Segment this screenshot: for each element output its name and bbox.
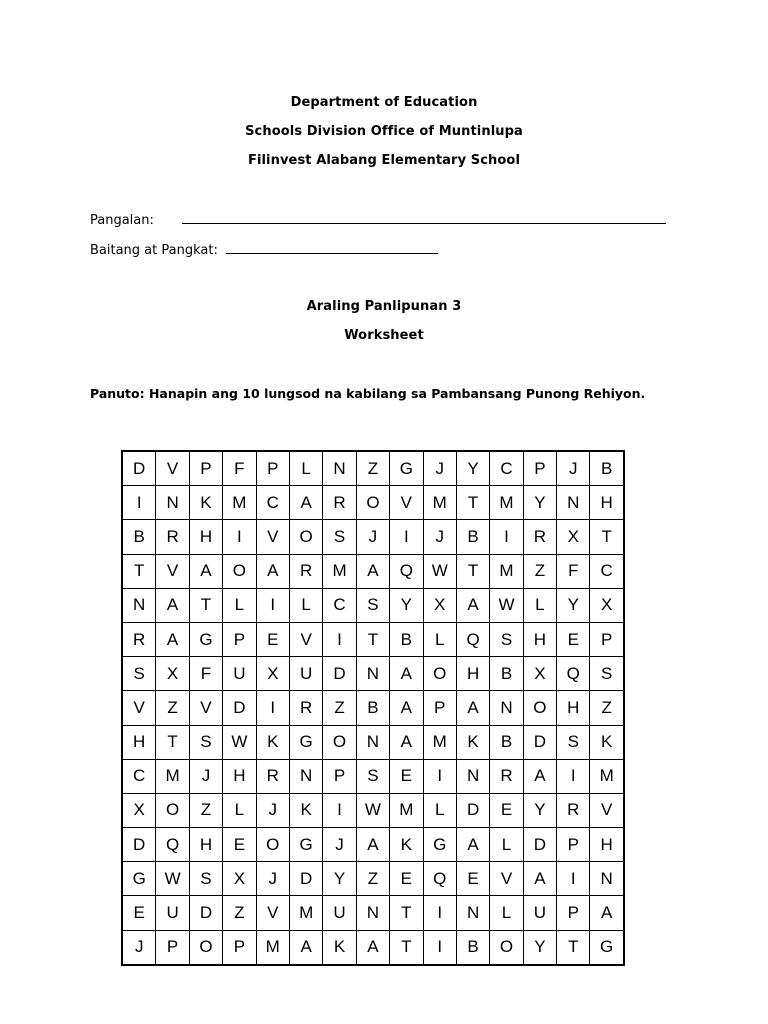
grid-cell[interactable]: X: [557, 520, 590, 554]
grid-cell[interactable]: J: [356, 520, 389, 554]
grid-cell[interactable]: X: [156, 657, 189, 691]
grid-cell[interactable]: C: [590, 554, 624, 588]
grid-cell[interactable]: D: [523, 725, 556, 759]
grid-cell[interactable]: F: [557, 554, 590, 588]
grid-cell[interactable]: V: [490, 862, 523, 896]
grid-row: [122, 588, 624, 622]
grid-cell[interactable]: K: [456, 725, 489, 759]
grid-cell[interactable]: K: [256, 725, 289, 759]
grid-cell[interactable]: L: [289, 588, 322, 622]
grid-cell[interactable]: X: [122, 793, 156, 827]
grid-cell[interactable]: P: [223, 622, 256, 656]
grid-cell[interactable]: H: [590, 828, 624, 862]
grid-cell[interactable]: L: [223, 588, 256, 622]
grid-cell[interactable]: T: [356, 622, 389, 656]
header-school: Filinvest Alabang Elementary School: [247, 153, 521, 168]
grid-cell[interactable]: G: [189, 622, 222, 656]
grid-cell[interactable]: S: [590, 657, 624, 691]
grid-cell[interactable]: O: [490, 930, 523, 965]
grid-cell[interactable]: H: [122, 725, 156, 759]
grid-cell[interactable]: O: [523, 691, 556, 725]
grid-cell[interactable]: T: [122, 554, 156, 588]
grid-cell[interactable]: V: [289, 622, 322, 656]
grid-cell[interactable]: X: [423, 588, 456, 622]
grid-cell[interactable]: T: [590, 520, 624, 554]
grid-cell[interactable]: Z: [156, 691, 189, 725]
grid-cell[interactable]: Y: [523, 486, 556, 520]
grid-cell[interactable]: V: [189, 691, 222, 725]
grid-cell[interactable]: R: [289, 554, 322, 588]
grid-cell[interactable]: H: [456, 657, 489, 691]
grid-row: [122, 691, 624, 725]
grid-cell[interactable]: S: [189, 725, 222, 759]
grid-cell[interactable]: V: [156, 451, 189, 486]
grid-cell[interactable]: J: [189, 759, 222, 793]
grid-cell[interactable]: M: [323, 554, 356, 588]
grid-row: [122, 759, 624, 793]
grid-cell[interactable]: P: [189, 451, 222, 486]
grid-cell[interactable]: K: [590, 725, 624, 759]
grid-cell[interactable]: O: [323, 725, 356, 759]
grid-cell[interactable]: W: [156, 862, 189, 896]
grid-cell[interactable]: M: [590, 759, 624, 793]
grid-cell[interactable]: S: [189, 862, 222, 896]
grade-section-field: [90, 241, 438, 258]
grid-cell[interactable]: E: [256, 622, 289, 656]
grid-cell[interactable]: X: [590, 588, 624, 622]
grid-cell[interactable]: O: [423, 657, 456, 691]
grid-cell[interactable]: X: [523, 657, 556, 691]
grid-cell[interactable]: I: [256, 588, 289, 622]
grid-cell[interactable]: W: [356, 793, 389, 827]
grid-cell[interactable]: D: [189, 896, 222, 930]
grid-cell[interactable]: Z: [523, 554, 556, 588]
grid-cell[interactable]: J: [256, 862, 289, 896]
grid-cell[interactable]: N: [456, 759, 489, 793]
grid-cell[interactable]: L: [223, 793, 256, 827]
grid-cell[interactable]: W: [490, 588, 523, 622]
grid-cell[interactable]: P: [557, 828, 590, 862]
grid-cell[interactable]: N: [289, 759, 322, 793]
grid-cell[interactable]: B: [122, 520, 156, 554]
grid-cell[interactable]: P: [323, 759, 356, 793]
grid-row: [122, 451, 624, 486]
grid-cell[interactable]: M: [423, 725, 456, 759]
grid-cell[interactable]: U: [523, 896, 556, 930]
name-blank-line: [182, 211, 666, 224]
grid-cell[interactable]: I: [122, 486, 156, 520]
grid-cell[interactable]: I: [423, 759, 456, 793]
grade-section-label: Baitang at Pangkat:: [90, 243, 218, 258]
header-department: Department of Education: [290, 95, 478, 110]
grid-cell[interactable]: F: [223, 451, 256, 486]
grid-row: [122, 657, 624, 691]
worksheet-label: Worksheet: [344, 328, 424, 343]
grid-row: [122, 828, 624, 862]
grid-cell[interactable]: Q: [456, 622, 489, 656]
grid-cell[interactable]: K: [390, 828, 423, 862]
grid-cell[interactable]: B: [590, 451, 624, 486]
grid-cell[interactable]: Y: [323, 862, 356, 896]
grid-cell[interactable]: G: [122, 862, 156, 896]
grid-cell[interactable]: S: [356, 588, 389, 622]
grid-cell[interactable]: N: [356, 725, 389, 759]
grid-cell[interactable]: P: [590, 622, 624, 656]
grid-cell[interactable]: D: [223, 691, 256, 725]
grid-cell[interactable]: J: [323, 828, 356, 862]
grid-cell[interactable]: A: [189, 554, 222, 588]
grid-cell[interactable]: I: [557, 862, 590, 896]
grid-cell[interactable]: L: [423, 622, 456, 656]
grid-cell[interactable]: G: [423, 828, 456, 862]
grid-cell[interactable]: R: [156, 520, 189, 554]
grid-cell[interactable]: D: [523, 828, 556, 862]
grid-cell[interactable]: A: [590, 896, 624, 930]
grid-cell[interactable]: C: [122, 759, 156, 793]
grid-cell[interactable]: B: [456, 930, 489, 965]
grid-cell[interactable]: N: [456, 896, 489, 930]
grid-cell[interactable]: D: [122, 451, 156, 486]
grid-cell[interactable]: R: [122, 622, 156, 656]
grid-cell[interactable]: B: [390, 622, 423, 656]
grid-cell[interactable]: P: [156, 930, 189, 965]
grid-cell[interactable]: Q: [557, 657, 590, 691]
grid-cell[interactable]: A: [390, 691, 423, 725]
grid-cell[interactable]: U: [289, 657, 322, 691]
grid-row: [122, 793, 624, 827]
grid-cell[interactable]: A: [289, 930, 322, 965]
grid-cell[interactable]: A: [390, 657, 423, 691]
grid-cell[interactable]: Z: [189, 793, 222, 827]
grid-cell[interactable]: V: [122, 691, 156, 725]
grid-cell[interactable]: T: [557, 930, 590, 965]
grid-cell[interactable]: O: [256, 828, 289, 862]
grid-cell[interactable]: S: [122, 657, 156, 691]
grid-cell[interactable]: A: [356, 930, 389, 965]
grid-cell[interactable]: A: [156, 622, 189, 656]
grid-cell[interactable]: I: [390, 520, 423, 554]
grid-cell[interactable]: V: [390, 486, 423, 520]
grid-cell[interactable]: H: [590, 486, 624, 520]
grid-cell[interactable]: R: [323, 486, 356, 520]
grid-cell[interactable]: W: [223, 725, 256, 759]
grid-cell[interactable]: P: [423, 691, 456, 725]
grid-cell[interactable]: S: [557, 725, 590, 759]
grid-cell[interactable]: C: [323, 588, 356, 622]
grid-cell[interactable]: H: [189, 520, 222, 554]
grid-cell[interactable]: Y: [523, 930, 556, 965]
grid-cell[interactable]: L: [423, 793, 456, 827]
name-label: Pangalan:: [90, 213, 154, 228]
grid-cell[interactable]: O: [156, 793, 189, 827]
grid-cell[interactable]: N: [156, 486, 189, 520]
grid-cell[interactable]: A: [289, 486, 322, 520]
grid-cell[interactable]: J: [423, 520, 456, 554]
grid-cell[interactable]: E: [557, 622, 590, 656]
grid-cell[interactable]: P: [557, 896, 590, 930]
grid-cell[interactable]: A: [156, 588, 189, 622]
grid-cell[interactable]: V: [256, 896, 289, 930]
grid-cell[interactable]: I: [223, 520, 256, 554]
grid-cell[interactable]: N: [490, 691, 523, 725]
grid-cell[interactable]: H: [189, 828, 222, 862]
grid-cell[interactable]: J: [122, 930, 156, 965]
grid-row: [122, 862, 624, 896]
grid-cell[interactable]: P: [223, 930, 256, 965]
grid-cell[interactable]: B: [490, 725, 523, 759]
grid-row: [122, 725, 624, 759]
grid-cell[interactable]: P: [256, 451, 289, 486]
grid-cell[interactable]: E: [122, 896, 156, 930]
grid-cell[interactable]: A: [390, 725, 423, 759]
grid-cell[interactable]: H: [223, 759, 256, 793]
grid-cell[interactable]: C: [256, 486, 289, 520]
grid-cell[interactable]: V: [590, 793, 624, 827]
grid-row: [122, 896, 624, 930]
grid-cell[interactable]: E: [390, 862, 423, 896]
grid-cell[interactable]: Z: [356, 862, 389, 896]
grid-cell[interactable]: T: [189, 588, 222, 622]
grid-cell[interactable]: A: [356, 828, 389, 862]
grid-cell[interactable]: A: [456, 588, 489, 622]
grid-cell[interactable]: I: [490, 520, 523, 554]
grid-cell[interactable]: A: [456, 691, 489, 725]
grid-cell[interactable]: N: [122, 588, 156, 622]
grid-cell[interactable]: J: [423, 451, 456, 486]
grid-cell[interactable]: L: [523, 588, 556, 622]
instruction-text: Panuto: Hanapin ang 10 lungsod na kabilang sa Pambansang Punong Rehiyon.: [90, 386, 646, 401]
grid-cell[interactable]: K: [189, 486, 222, 520]
grid-cell[interactable]: N: [323, 451, 356, 486]
grid-cell[interactable]: V: [156, 554, 189, 588]
grid-cell[interactable]: U: [323, 896, 356, 930]
grid-cell[interactable]: A: [523, 862, 556, 896]
grid-cell[interactable]: Y: [390, 588, 423, 622]
grid-cell[interactable]: L: [490, 828, 523, 862]
grid-cell[interactable]: E: [490, 793, 523, 827]
grid-row: [122, 486, 624, 520]
grid-cell[interactable]: B: [356, 691, 389, 725]
grid-cell[interactable]: M: [156, 759, 189, 793]
grid-cell[interactable]: T: [390, 896, 423, 930]
word-search-grid: [121, 450, 625, 966]
grid-row: [122, 520, 624, 554]
grid-cell[interactable]: E: [390, 759, 423, 793]
grid-row: [122, 622, 624, 656]
grid-cell[interactable]: Z: [590, 691, 624, 725]
grid-cell[interactable]: G: [390, 451, 423, 486]
grid-cell[interactable]: M: [490, 554, 523, 588]
grid-cell[interactable]: H: [523, 622, 556, 656]
grid-cell[interactable]: O: [356, 486, 389, 520]
grid-cell[interactable]: J: [256, 793, 289, 827]
grid-cell[interactable]: Z: [223, 896, 256, 930]
grade-section-blank-line: [226, 241, 438, 254]
grid-cell[interactable]: E: [223, 828, 256, 862]
grid-cell[interactable]: M: [256, 930, 289, 965]
grid-cell[interactable]: D: [323, 657, 356, 691]
grid-row: [122, 554, 624, 588]
grid-cell[interactable]: I: [323, 622, 356, 656]
grid-cell[interactable]: D: [456, 793, 489, 827]
grid-cell[interactable]: R: [490, 759, 523, 793]
grid-cell[interactable]: R: [256, 759, 289, 793]
grid-cell[interactable]: L: [490, 896, 523, 930]
grid-cell[interactable]: N: [356, 657, 389, 691]
grid-cell[interactable]: Z: [356, 451, 389, 486]
grid-cell[interactable]: I: [256, 691, 289, 725]
grid-cell[interactable]: M: [490, 486, 523, 520]
grid-cell[interactable]: R: [523, 520, 556, 554]
grid-cell[interactable]: V: [256, 520, 289, 554]
grid-cell[interactable]: A: [523, 759, 556, 793]
grid-cell[interactable]: E: [456, 862, 489, 896]
grid-cell[interactable]: D: [289, 862, 322, 896]
grid-cell[interactable]: T: [156, 725, 189, 759]
grid-cell[interactable]: R: [557, 793, 590, 827]
grid-cell[interactable]: Q: [390, 554, 423, 588]
grid-cell[interactable]: S: [323, 520, 356, 554]
grid-cell[interactable]: M: [390, 793, 423, 827]
grid-cell[interactable]: R: [289, 691, 322, 725]
grid-cell[interactable]: T: [456, 486, 489, 520]
grid-cell[interactable]: W: [423, 554, 456, 588]
grid-cell[interactable]: L: [289, 451, 322, 486]
grid-cell[interactable]: Q: [423, 862, 456, 896]
grid-cell[interactable]: J: [557, 451, 590, 486]
name-field: [90, 211, 666, 228]
grid-cell[interactable]: M: [223, 486, 256, 520]
grid-cell[interactable]: O: [189, 930, 222, 965]
grid-cell[interactable]: F: [189, 657, 222, 691]
grid-cell[interactable]: G: [289, 828, 322, 862]
grid-cell[interactable]: N: [557, 486, 590, 520]
grid-cell[interactable]: U: [156, 896, 189, 930]
grid-cell[interactable]: A: [356, 554, 389, 588]
grid-cell[interactable]: X: [223, 862, 256, 896]
grid-cell[interactable]: B: [456, 520, 489, 554]
grid-cell[interactable]: T: [456, 554, 489, 588]
grid-cell[interactable]: G: [289, 725, 322, 759]
grid-cell[interactable]: Y: [456, 451, 489, 486]
grid-cell[interactable]: Q: [156, 828, 189, 862]
grid-cell[interactable]: U: [223, 657, 256, 691]
grid-cell[interactable]: O: [223, 554, 256, 588]
grid-cell[interactable]: M: [289, 896, 322, 930]
grid-cell[interactable]: B: [490, 657, 523, 691]
grid-cell[interactable]: K: [323, 930, 356, 965]
grid-cell[interactable]: D: [122, 828, 156, 862]
grid-cell[interactable]: Y: [523, 793, 556, 827]
grid-cell[interactable]: H: [557, 691, 590, 725]
grid-cell[interactable]: A: [256, 554, 289, 588]
grid-cell[interactable]: N: [590, 862, 624, 896]
grid-cell[interactable]: K: [289, 793, 322, 827]
grid-cell[interactable]: Y: [557, 588, 590, 622]
grid-row: [122, 930, 624, 965]
grid-cell[interactable]: S: [490, 622, 523, 656]
grid-cell[interactable]: O: [289, 520, 322, 554]
grid-cell[interactable]: Z: [323, 691, 356, 725]
grid-cell[interactable]: G: [590, 930, 624, 965]
header-division-office: Schools Division Office of Muntinlupa: [245, 124, 523, 139]
grid-cell[interactable]: I: [323, 793, 356, 827]
grid-cell[interactable]: P: [523, 451, 556, 486]
grid-cell[interactable]: A: [456, 828, 489, 862]
grid-cell[interactable]: X: [256, 657, 289, 691]
grid-cell[interactable]: T: [390, 930, 423, 965]
grid-cell[interactable]: M: [423, 486, 456, 520]
grid-cell[interactable]: C: [490, 451, 523, 486]
subject-title: Araling Panlipunan 3: [306, 299, 462, 314]
grid-cell[interactable]: I: [557, 759, 590, 793]
grid-cell[interactable]: N: [356, 896, 389, 930]
grid-cell[interactable]: I: [423, 930, 456, 965]
grid-cell[interactable]: I: [423, 896, 456, 930]
grid-cell[interactable]: S: [356, 759, 389, 793]
